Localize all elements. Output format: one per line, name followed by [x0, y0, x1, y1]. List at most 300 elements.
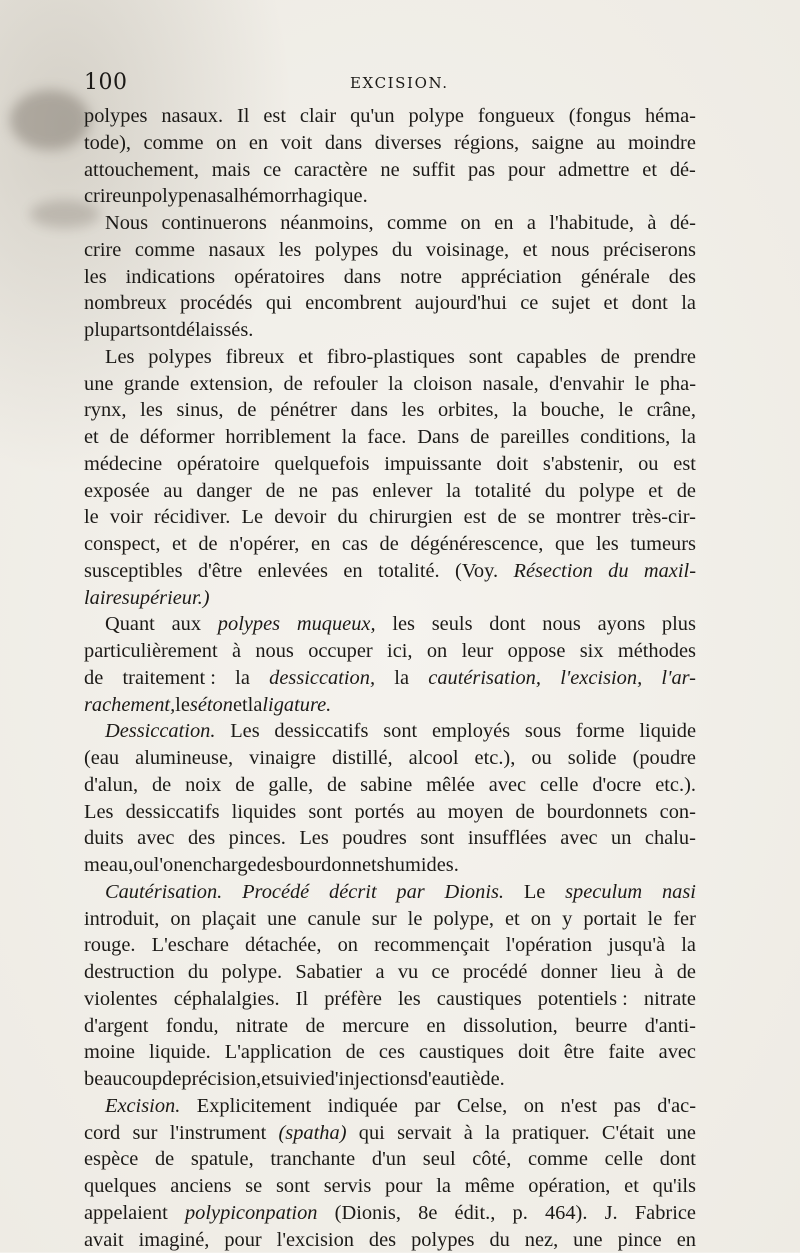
text-line	[84, 290, 696, 317]
text-line	[84, 397, 696, 424]
word: la	[681, 290, 696, 317]
word: au	[163, 478, 182, 505]
word: déformer	[140, 424, 215, 451]
body-text	[84, 103, 696, 1253]
word: de	[346, 1039, 365, 1066]
word: totalité	[475, 478, 532, 505]
word: dé-	[670, 157, 696, 184]
word: sous	[525, 718, 561, 745]
text-line	[84, 531, 696, 558]
text-line	[84, 852, 696, 879]
word: du	[392, 237, 412, 264]
word: pas	[468, 157, 495, 184]
word: polype	[579, 478, 635, 505]
word: que	[555, 531, 584, 558]
word: la	[512, 397, 527, 424]
word: préciserons	[603, 237, 696, 264]
word: à	[654, 959, 663, 986]
word: sur	[372, 906, 397, 933]
word: caustiques	[437, 986, 522, 1013]
word: jusqu'à	[608, 932, 665, 959]
word: se	[245, 1173, 262, 1200]
word: la	[342, 424, 357, 451]
word: Dessiccation.	[105, 718, 215, 745]
word: chirurgien	[369, 504, 452, 531]
word: liquide.	[149, 1039, 211, 1066]
word: l'habitude,	[549, 210, 634, 237]
page-number: 100	[84, 70, 128, 95]
word: dans	[344, 264, 381, 291]
word: beaucoup	[84, 1066, 162, 1093]
word: nasaux.	[161, 103, 223, 130]
word: quelques	[84, 1173, 156, 1200]
word: nous	[551, 237, 590, 264]
word: appréciation	[461, 264, 562, 291]
word: au	[596, 130, 615, 157]
word: etc.).	[655, 772, 696, 799]
word: Fabrice	[635, 1200, 696, 1227]
word: insufflées	[468, 825, 547, 852]
word: L'eschare	[152, 932, 229, 959]
word: crire	[84, 183, 121, 210]
word: Il	[237, 103, 249, 130]
word: refouler	[313, 371, 378, 398]
word: cas	[342, 531, 368, 558]
word: employés	[432, 718, 510, 745]
word: n'est	[561, 1093, 598, 1120]
word: conditions,	[580, 424, 670, 451]
word: conspect,	[84, 531, 160, 558]
word: indications	[126, 264, 215, 291]
word: de	[515, 799, 534, 826]
word: vinaigre	[249, 745, 316, 772]
word: Dans	[417, 424, 459, 451]
word: le	[84, 504, 99, 531]
word: (spatha)	[279, 1120, 347, 1147]
word: pinces.	[229, 825, 286, 852]
word: devoir	[274, 504, 326, 531]
word: speculum	[565, 879, 642, 906]
word: moyen	[448, 799, 504, 826]
word: polype	[142, 183, 198, 210]
word: la	[485, 1120, 500, 1147]
word: la	[394, 665, 409, 692]
word: prendre	[634, 344, 696, 371]
word: un	[611, 825, 631, 852]
word: celle	[605, 1146, 643, 1173]
word: qui	[359, 1120, 385, 1147]
word: qu'ils	[653, 1173, 696, 1200]
word: est	[673, 451, 696, 478]
word: Celse,	[457, 1093, 507, 1120]
word: de	[677, 478, 696, 505]
text-line	[84, 825, 696, 852]
word: la	[681, 932, 696, 959]
ink-smudge	[10, 90, 90, 150]
text-line	[84, 1039, 696, 1066]
word: cautérisation,	[428, 665, 541, 692]
word: l'ar-	[661, 665, 696, 692]
word: est	[464, 504, 487, 531]
word: par	[414, 1093, 440, 1120]
word: fongueux	[478, 103, 555, 130]
word: très-cir-	[632, 504, 696, 531]
word: dont	[489, 611, 525, 638]
word: pénétrer	[270, 397, 337, 424]
word: l'excision	[277, 1227, 354, 1253]
word: s'abstenir,	[543, 451, 623, 478]
word: portait	[583, 906, 636, 933]
word: clair	[300, 103, 336, 130]
word: voisinage,	[426, 237, 509, 264]
word: duits	[84, 825, 124, 852]
word: tode),	[84, 130, 131, 157]
word: du	[489, 1227, 509, 1253]
word: par	[396, 879, 424, 906]
word: nasale,	[483, 371, 539, 398]
word: Les	[84, 799, 113, 826]
word: (poudre	[633, 745, 696, 772]
word: de	[237, 397, 256, 424]
word: exposée	[84, 478, 150, 505]
text-line	[84, 1173, 696, 1200]
word: décrit	[329, 879, 377, 906]
word: avec	[489, 772, 526, 799]
word: et	[648, 478, 663, 505]
text-line	[84, 103, 696, 130]
word: la	[446, 478, 461, 505]
word: nous	[255, 638, 294, 665]
word: avec	[560, 825, 597, 852]
word: potentiels :	[538, 986, 628, 1013]
word: des	[257, 852, 284, 879]
word: de	[497, 504, 516, 531]
word: impuissante	[384, 451, 481, 478]
text-line	[84, 906, 696, 933]
word: des	[188, 825, 215, 852]
word: destruction	[84, 959, 175, 986]
word: côté,	[472, 1146, 511, 1173]
word: galle,	[268, 772, 313, 799]
word: à	[464, 1120, 473, 1147]
text-line	[84, 210, 696, 237]
word: con-	[660, 799, 696, 826]
word: danger	[196, 478, 251, 505]
word: séton	[190, 692, 233, 719]
word: diverses	[375, 130, 442, 157]
word: Dionis.	[445, 879, 504, 906]
word: suivie	[276, 1066, 325, 1093]
word: sont	[142, 317, 176, 344]
word: une	[573, 1227, 602, 1253]
word: comme	[387, 210, 447, 237]
word: se	[528, 504, 545, 531]
text-line	[84, 424, 696, 451]
word: du	[188, 959, 208, 986]
text-line	[84, 585, 696, 612]
word: comme	[143, 130, 203, 157]
word: comme	[135, 237, 195, 264]
word: préfère	[324, 986, 382, 1013]
word: liquide	[639, 718, 696, 745]
word: Cautérisation.	[105, 879, 222, 906]
word: polypiconpation	[185, 1200, 318, 1227]
text-line	[84, 772, 696, 799]
word: sinus,	[176, 397, 223, 424]
word: forme	[576, 718, 625, 745]
word: Nous	[105, 210, 148, 237]
text-line	[84, 665, 696, 692]
word: le	[618, 397, 633, 424]
word: on	[338, 932, 358, 959]
word: ou	[531, 745, 551, 772]
word: en	[343, 558, 362, 585]
word: moindre	[628, 130, 696, 157]
text-line	[84, 478, 696, 505]
word: néanmoins,	[280, 210, 373, 237]
word: de	[306, 1013, 325, 1040]
word: imaginé,	[139, 1227, 210, 1253]
word: rouge.	[84, 932, 136, 959]
word: fondu,	[166, 1013, 219, 1040]
word: de	[677, 959, 696, 986]
word: du	[337, 504, 357, 531]
word: sont	[308, 799, 342, 826]
word: est	[263, 103, 286, 130]
word: détachée,	[245, 932, 321, 959]
word: d'anti-	[645, 1013, 696, 1040]
text-line	[84, 451, 696, 478]
word: pareilles	[500, 424, 569, 451]
word: capables	[517, 344, 587, 371]
word: muqueux,	[297, 611, 376, 638]
word: de	[155, 1146, 174, 1173]
text-line	[84, 799, 696, 826]
word: pas	[332, 478, 359, 505]
word: orbites,	[438, 397, 499, 424]
word: noix	[185, 772, 221, 799]
word: des	[369, 1227, 396, 1253]
word: nous	[542, 611, 581, 638]
word: sujet	[552, 290, 591, 317]
word: d'être	[198, 558, 242, 585]
word: vu	[398, 959, 418, 986]
word: l'on	[154, 852, 184, 879]
word: dont	[660, 1146, 696, 1173]
word: extension,	[190, 371, 273, 398]
text-line	[84, 638, 696, 665]
word: et	[604, 290, 619, 317]
text-line	[84, 1200, 696, 1227]
word: portés	[354, 799, 404, 826]
word: notre	[400, 264, 442, 291]
running-title: EXCISION.	[350, 74, 449, 92]
word: la	[235, 665, 250, 692]
word: procédé	[463, 959, 528, 986]
word: attouchement,	[84, 157, 199, 184]
word: tranchante	[270, 1146, 355, 1173]
text-line	[84, 1120, 696, 1147]
word: ce	[263, 157, 281, 184]
word: récidiver.	[154, 504, 230, 531]
word: tumeurs	[630, 531, 696, 558]
word: en	[183, 852, 202, 879]
word: polype,	[433, 906, 494, 933]
word: de	[327, 772, 346, 799]
word: Résection	[513, 558, 592, 585]
word: polypes	[218, 611, 280, 638]
word: ligature.	[262, 692, 331, 719]
word: moine	[84, 1039, 135, 1066]
word: ces	[379, 1039, 405, 1066]
word: C'était	[602, 1120, 654, 1147]
word: L'application	[225, 1039, 332, 1066]
word: héma-	[645, 103, 696, 130]
text-line	[84, 932, 696, 959]
word: etc.),	[475, 745, 516, 772]
word: Procédé	[242, 879, 309, 906]
word: générale	[581, 264, 650, 291]
word: aujourd'hui	[415, 290, 507, 317]
word: une	[267, 906, 296, 933]
word: en	[677, 1227, 696, 1253]
word: les	[596, 531, 619, 558]
word: et	[261, 1066, 276, 1093]
word: de	[84, 665, 103, 692]
word: 8e	[418, 1200, 437, 1227]
word: grande	[124, 371, 179, 398]
word: nitrate	[644, 986, 696, 1013]
word: servis	[324, 1173, 372, 1200]
word: Explicitement	[197, 1093, 311, 1120]
word: médecine	[84, 451, 162, 478]
word: Les	[105, 344, 134, 371]
word: bourdonnets	[547, 799, 648, 826]
word: pour	[508, 157, 545, 184]
word: encombrent	[305, 290, 401, 317]
word: dessiccatifs	[274, 718, 368, 745]
word: 464).	[545, 1200, 587, 1227]
word: Le	[524, 879, 546, 906]
word: montrer	[556, 504, 621, 531]
word: p.	[513, 1200, 528, 1227]
word: alumineuse,	[135, 745, 233, 772]
text-line	[84, 718, 696, 745]
word: ce	[520, 290, 538, 317]
word: sont	[383, 718, 417, 745]
word: les	[140, 397, 163, 424]
word: sabine	[360, 772, 412, 799]
word: de	[235, 772, 254, 799]
text-line	[84, 1227, 696, 1253]
word: plupart	[84, 317, 142, 344]
word: qui	[266, 290, 292, 317]
word: l'opération	[506, 932, 592, 959]
word: le	[648, 906, 663, 933]
word: chalu-	[645, 825, 696, 852]
word: même	[465, 1173, 515, 1200]
word: mais	[212, 157, 251, 184]
text-line	[84, 1066, 696, 1093]
text-line	[84, 879, 696, 906]
word: nez,	[525, 1227, 558, 1253]
text-line	[84, 130, 696, 157]
text-line	[84, 317, 696, 344]
word: (fongus	[569, 103, 631, 130]
word: a	[375, 959, 384, 986]
word: susceptibles	[84, 558, 183, 585]
word: Excision.	[105, 1093, 180, 1120]
word: traitement :	[123, 665, 216, 692]
word: continuerons	[161, 210, 266, 237]
word: et	[233, 692, 248, 719]
word: servait	[397, 1120, 451, 1147]
word: caustiques	[419, 1039, 504, 1066]
word: l'excision,	[560, 665, 642, 692]
word: anciens	[170, 1173, 231, 1200]
word: doit	[518, 1039, 550, 1066]
word: n'opérer,	[229, 531, 299, 558]
page-header	[84, 70, 694, 100]
word: fer	[673, 906, 696, 933]
word: et	[84, 424, 99, 451]
text-line	[84, 558, 696, 585]
word: lieu	[611, 959, 642, 986]
word: d'un	[372, 1146, 406, 1173]
word: mercure	[342, 1013, 409, 1040]
word: ce	[431, 959, 449, 986]
word: en	[311, 531, 330, 558]
word: d'ac-	[657, 1093, 696, 1120]
word: tiède.	[460, 1066, 505, 1093]
word: opératoires	[234, 264, 325, 291]
word: de	[380, 531, 399, 558]
word: rynx,	[84, 397, 126, 424]
word: rachement,	[84, 692, 175, 719]
word: nasi	[662, 879, 696, 906]
word: on	[427, 638, 447, 665]
text-line	[84, 264, 696, 291]
word: ou	[638, 451, 658, 478]
word: et	[172, 531, 187, 558]
word: d'ocre	[592, 772, 641, 799]
word: six	[580, 638, 604, 665]
word: les	[279, 237, 302, 264]
word: au	[416, 799, 435, 826]
word: de	[284, 371, 303, 398]
word: le	[175, 692, 190, 719]
word: l'instrument	[170, 1120, 267, 1147]
word: charge	[203, 852, 257, 879]
word: de	[152, 772, 171, 799]
word: des	[669, 264, 696, 291]
word: sont	[420, 825, 454, 852]
word: aux	[172, 611, 201, 638]
word: la	[681, 424, 696, 451]
word: de	[266, 478, 285, 505]
word: alcool	[409, 745, 459, 772]
word: J.	[605, 1200, 618, 1227]
word: d'envahir	[549, 371, 624, 398]
word: en	[426, 1013, 445, 1040]
word: bourdonnets	[284, 852, 385, 879]
word: et	[298, 344, 313, 371]
word: qu'un	[350, 103, 394, 130]
text-line	[84, 1093, 696, 1120]
word: dont	[632, 290, 668, 317]
text-line	[84, 986, 696, 1013]
word: quelquefois	[274, 451, 369, 478]
